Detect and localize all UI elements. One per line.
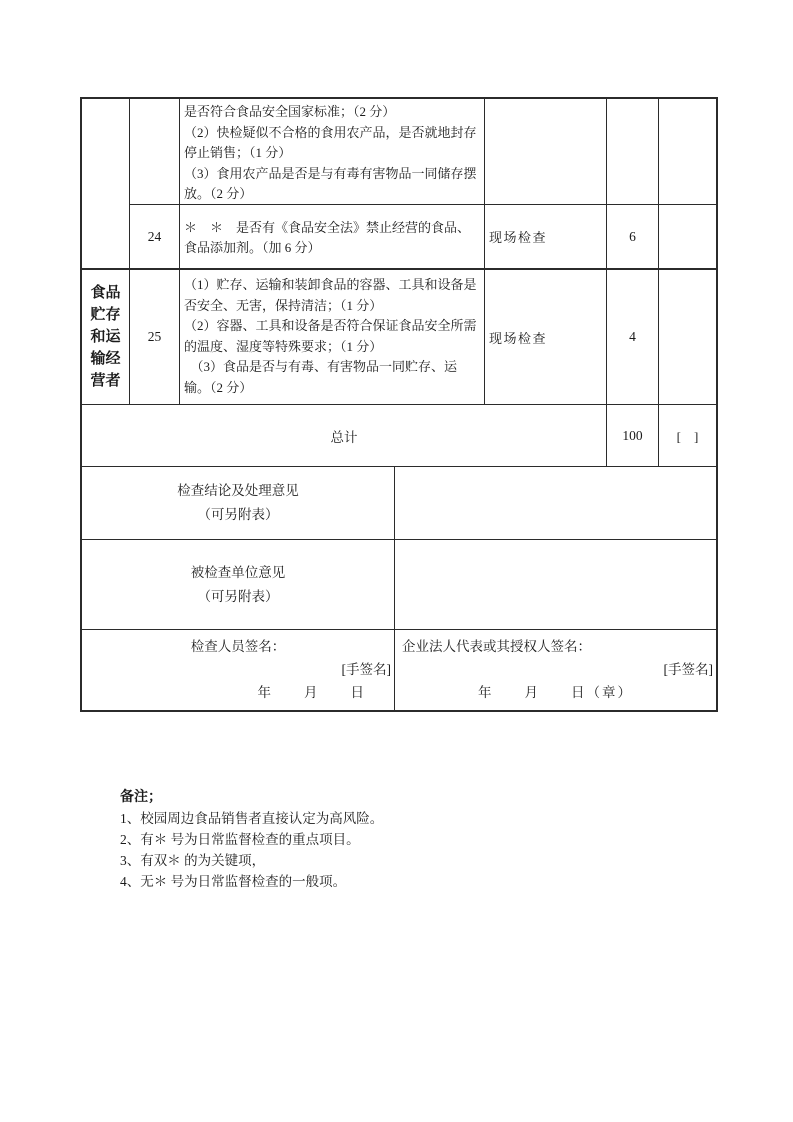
item-23-result-cell (659, 99, 716, 205)
item-24-result-cell (659, 205, 716, 270)
item-24-text: ＊ ＊ 是否有《食品安全法》禁止经营的食品、食品添加剂。（加 6 分） (184, 219, 471, 255)
unit-opinion-label-line2: （可另附表） (197, 588, 279, 604)
item-23-method-cell (485, 99, 607, 205)
total-label: 总计 (82, 405, 607, 467)
notes-title: 备注； (120, 790, 162, 805)
item-24-method: 现场检查 (485, 205, 607, 270)
item-23-content-cell (180, 99, 485, 205)
category-cell-empty (82, 99, 130, 270)
item-23-score-cell (607, 99, 659, 205)
inspector-signature-cell (82, 630, 395, 710)
legal-representative-signature-cell (395, 630, 716, 710)
conclusion-blank-area (395, 467, 716, 540)
item-24-number: 24 (130, 205, 180, 270)
inspector-date-line: 年 月 日 (257, 685, 366, 700)
item-24-score: 6 (607, 205, 659, 270)
conclusion-label-line1: 检查结论及处理意见 (177, 483, 299, 498)
item-25-result-cell (659, 270, 716, 405)
unit-opinion-label-line1: 被检查单位意见 (190, 564, 286, 580)
note-item-2: 2、有＊ 号为日常监督检查的重点项目。 (120, 832, 360, 847)
conclusion-label-line2: （可另附表） (197, 507, 279, 522)
conclusion-label-cell (82, 467, 395, 540)
inspection-table (80, 97, 718, 712)
inspector-signature-label: 检查人员签名： (190, 639, 286, 654)
item-number-cell-empty (130, 99, 180, 205)
category-cell-storage-transport (82, 270, 130, 405)
note-item-1: 1、校园周边食品销售者直接认定为高风险。 (120, 811, 384, 826)
item-23-line-3: （3）食用农产品是否是与有毒有害物品一同储存摆放。（2 分） (184, 165, 477, 201)
legal-representative-date-line: 年 月 日（章） (478, 685, 633, 700)
item-23-line-1: 是否符合食品安全国家标准；（2 分） (184, 104, 396, 119)
unit-opinion-blank-area (395, 540, 716, 630)
item-23-line-2: （2）快检疑似不合格的食用农产品，是否就地封存停止销售；（1 分） (184, 124, 477, 160)
legal-representative-hand-signature-placeholder: [手签名] (663, 662, 713, 677)
item-25-number: 25 (130, 270, 180, 405)
item-25-method: 现场检查 (485, 270, 607, 405)
total-score: 100 (607, 405, 659, 467)
item-25-content-cell (180, 270, 485, 405)
category-label: 食品贮存和运输经营者 (90, 285, 121, 389)
item-25-line-1: （1）贮存、运输和装卸食品的容器、工具和设备是否安全、无害，保持清洁；（1 分） (184, 277, 477, 313)
item-24-content-cell (180, 205, 485, 270)
total-grade-box: [ ] (659, 405, 716, 467)
item-25-line-3: （3）食品是否与有毒、有害物品一同贮存、运输。（2 分） (184, 359, 458, 395)
item-25-score: 4 (607, 270, 659, 405)
item-25-line-2: （2）容器、工具和设备是否符合保证食品安全所需的温度、湿度等特殊要求；（1 分） (184, 318, 477, 354)
note-item-4: 4、无＊ 号为日常监督检查的一般项。 (120, 874, 347, 889)
inspector-hand-signature-placeholder: [手签名] (341, 662, 391, 677)
notes-block (120, 787, 540, 892)
legal-representative-signature-label: 企业法人代表或其授权人签名： (402, 639, 591, 654)
note-item-3: 3、有双＊ 的为关键项， (120, 853, 266, 868)
unit-opinion-label-cell (82, 540, 395, 630)
